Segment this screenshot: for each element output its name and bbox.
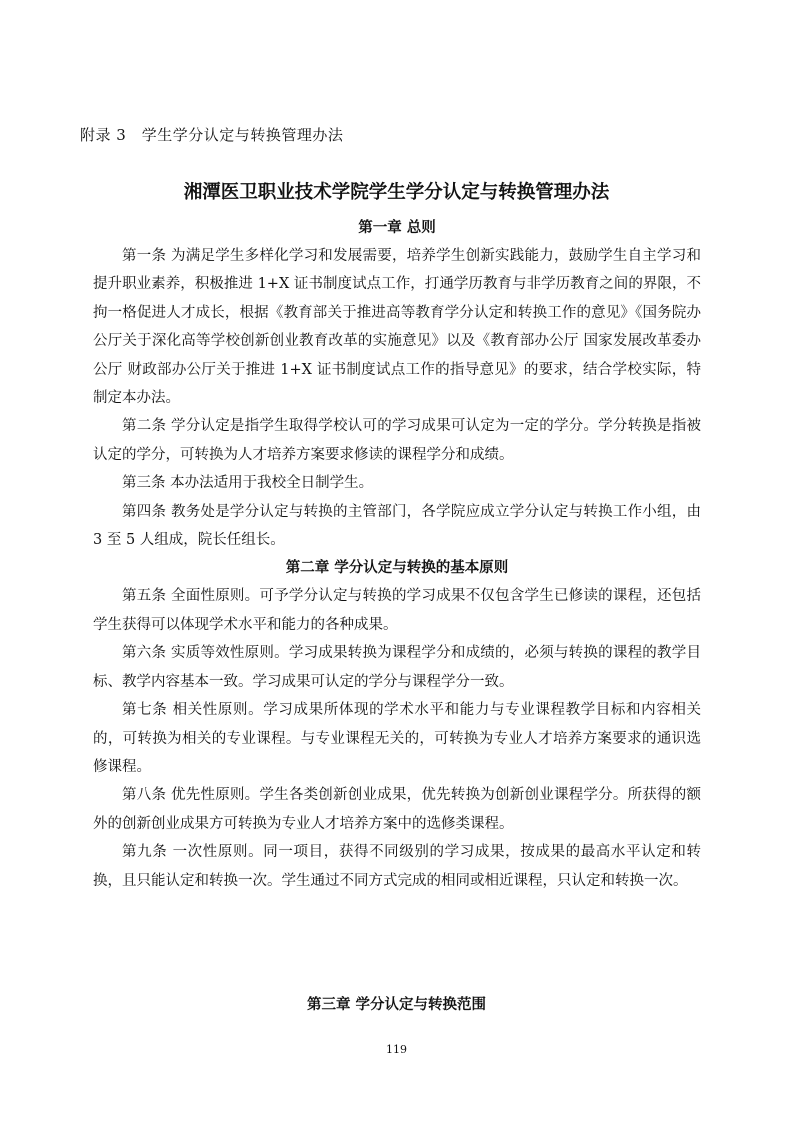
article-9: 第九条 一次性原则。同一项目，获得不同级别的学习成果，按成果的最高水平认定和转换，且只能认定和转换一次。学生通过不同方式完成的相同或相近课程，只认定和转换一次。 xyxy=(93,844,701,889)
chapter-2-heading: 第二章 学分认定与转换的基本原则 xyxy=(285,560,509,577)
article-8: 第八条 优先性原则。学生各类创新创业成果，优先转换为创新创业课程学分。所获得的额外的创新创业成果方可转换为专业人才培养方案中的选修类课程。 xyxy=(93,787,701,832)
article-2: 第二条 学分认定是指学生取得学校认可的学习成果可认定为一定的学分。学分转换是指被认定的学分，可转换为人才培养方案要求修读的课程学分和成绩。 xyxy=(93,418,701,463)
article-1: 第一条 为满足学生多样化学习和发展需要，培养学生创新实践能力，鼓励学生自主学习和提升职业素养，积极推进 1+X 证书制度试点工作，打通学历教育与非学历教育之间的界限，不拘一格促进人才成长，根据《教育部关于推进高等教育学分认定和转换工作的意见》《国务院办公厅关于深化高等学校创新创业教育改革的实施意见》以及《教育部办公厅 国家发展改革委办公厅 财政部办公厅关于推进 1+X 证书制度试点工作的指导意见》的要求，结合学校实际，特制定本办法。 xyxy=(93,248,701,407)
article-4: 第四条 教务处是学分认定与转换的主管部门，各学院应成立学分认定与转换工作小组，由 3 至 5 人组成，院长任组长。 xyxy=(93,503,701,549)
page-number: 119 xyxy=(386,1043,407,1056)
article-5: 第五条 全面性原则。可予学分认定与转换的学习成果不仅包含学生已修读的课程，还包括学生获得可以体现学术水平和能力的各种成果。 xyxy=(93,588,701,633)
article-7: 第七条 相关性原则。学习成果所体现的学术水平和能力与专业课程教学目标和内容相关的，可转换为相关的专业课程。与专业课程无关的，可转换为专业人才培养方案要求的通识选修课程。 xyxy=(93,702,701,775)
document-title: 湘潭医卫职业技术学院学生学分认定与转换管理办法 xyxy=(183,182,610,203)
appendix-label: 附录 3 学生学分认定与转换管理办法 xyxy=(80,126,344,144)
chapter-3-heading: 第三章 学分认定与转换范围 xyxy=(306,997,487,1013)
document-body xyxy=(93,214,701,895)
article-3: 第三条 本办法适用于我校全日制学生。 xyxy=(122,475,374,492)
article-6: 第六条 实质等效性原则。学习成果转换为课程学分和成绩的，必须与转换的课程的教学目标、教学内容基本一致。学习成果可认定的学分与课程学分一致。 xyxy=(93,645,701,690)
chapter-1-heading: 第一章 总则 xyxy=(358,220,436,236)
